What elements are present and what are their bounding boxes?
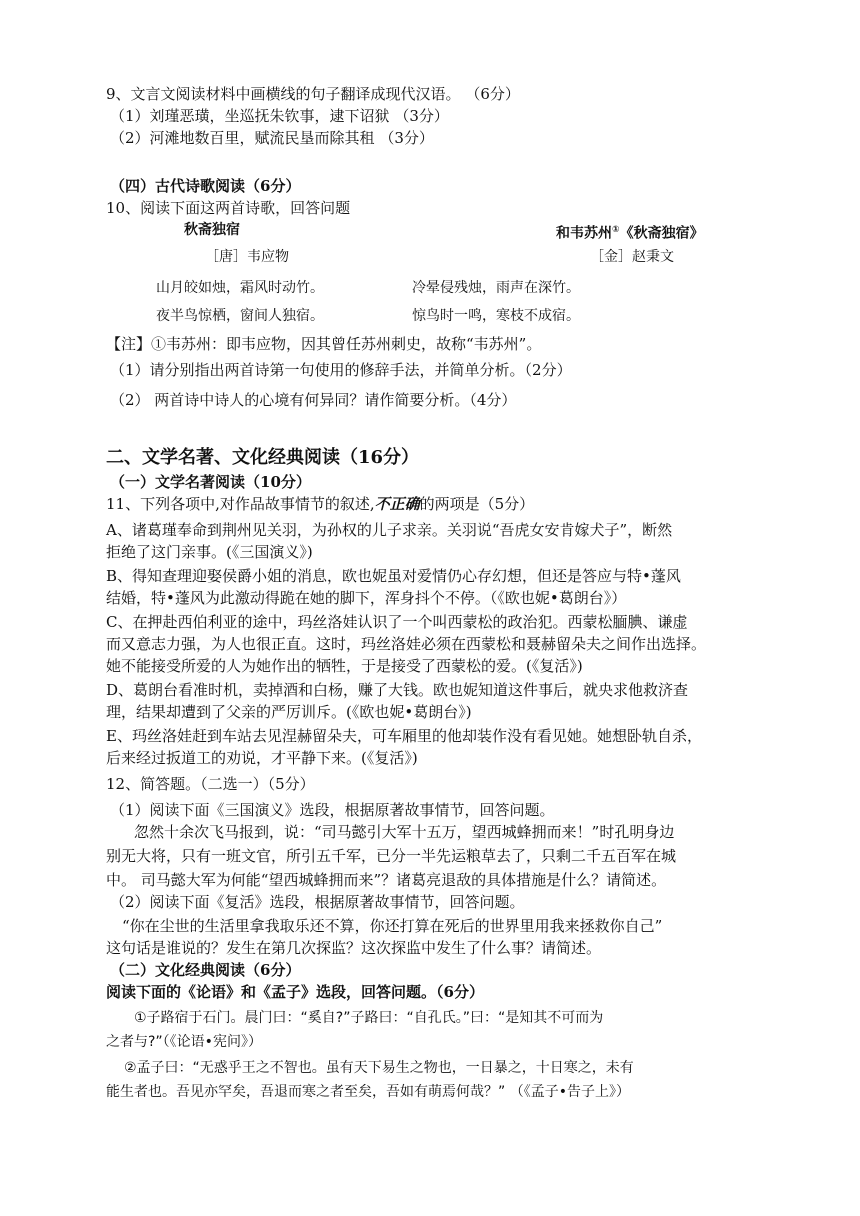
q11-option-e-line-2: 后来经过扳道工的劝说，才平静下来。(《复活》) <box>106 749 418 767</box>
q11-option-b-line-1: B、得知查理迎娶侯爵小姐的消息，欧也妮虽对爱情仍心存幻想，但还是答应与特•蓬风 <box>106 567 681 585</box>
q10-sub-2: （2） 两首诗中诗人的心境有何异同？请作简要分析。（4分） <box>110 391 517 409</box>
q11-option-c-line-3: 她不能接受所爱的人为她作出的牺牲，于是接受了西蒙松的爱。(《复活》) <box>106 657 583 675</box>
q11-title-post: 的两项是（5分） <box>419 495 535 513</box>
q9-sentence-1: （1）刘瑾恶璜，坐巡抚朱钦事，逮下诏狱 （3分） <box>110 107 449 125</box>
classics-lead: 阅读下面的《论语》和《孟子》选段，回答问题。（6分） <box>106 983 484 1001</box>
q12-option-1-text-2: 别无大将，只有一班文官，所引五千军，已分一半先运粮草去了，只剩二千五百军在城 <box>106 847 677 865</box>
poem2-title-post: 《秋斋独宿》 <box>619 225 704 242</box>
mengzi-text-2: 能生者也。吾见亦罕矣，吾退而寒之者至矣，吾如有萌焉何哉？” （《孟子•告子上》） <box>106 1084 630 1100</box>
q11-option-c-line-1: C、在押赴西伯利亚的途中，玛丝洛娃认识了一个叫西蒙松的政治犯。西蒙松腼腆、谦虚 <box>106 613 688 631</box>
poem-note: 【注】①韦苏州：即韦应物，因其曾任苏州刺史，故称“韦苏州”。 <box>106 335 542 353</box>
q12-option-2-text-2: 这句话是谁说的？发生在第几次探监？这次探监中发生了什么事？请简述。 <box>106 939 602 957</box>
q12-option-2-title: （2）阅读下面《复活》选段，根据原著故事情节，回答问题。 <box>110 893 525 911</box>
poem1-line-2: 夜半鸟惊栖，窗间人独宿。 <box>156 308 324 324</box>
poem2-title-pre: 和韦苏州 <box>556 225 612 242</box>
poem2-author: ［金］赵秉文 <box>590 249 674 265</box>
q11-title-pre: 11、下列各项中,对作品故事情节的叙述, <box>106 495 375 513</box>
lunyu-text-1: ①子路宿于石门。晨门曰：“奚自?”子路曰：“自孔氏。”曰：“是知其不可而为 <box>134 1010 604 1026</box>
poem1-title: 秋斋独宿 <box>184 222 240 238</box>
q12-option-2-text-1: “你在尘世的生活里拿我取乐还不算，你还打算在死后的世界里用我来拯救你自己” <box>122 917 663 935</box>
q9-title: 9、文言文阅读材料中画横线的句子翻译成现代汉语。 （6分） <box>106 85 520 103</box>
part-2-title: 二、文学名著、文化经典阅读（16分） <box>106 447 420 468</box>
q12-option-1-text-3: 中。 司马懿大军为何能“望西城蜂拥而来”？诸葛亮退敌的具体措施是什么？请简述。 <box>106 871 667 889</box>
q11-option-c-line-2: 而又意志力强，为人也很正直。这时，玛丝洛娃必须在西蒙松和聂赫留朵夫之间作出选择。 <box>106 635 707 653</box>
q11-option-b-line-2: 结婚，特•蓬风为此激动得跪在她的脚下，浑身抖个不停。（《欧也妮•葛朗台》） <box>106 589 627 607</box>
poem2-title <box>556 220 704 244</box>
q11-option-a-line-2: 拒绝了这门亲事。(《三国演义》) <box>106 543 313 561</box>
section-4-title: （四）古代诗歌阅读（6分） <box>110 177 301 195</box>
q10-sub-1: （1）请分别指出两首诗第一句使用的修辞手法，并简单分析。（2分） <box>110 361 572 379</box>
subsection-1-title: （一）文学名著阅读（10分） <box>110 473 311 491</box>
lunyu-text-2: 之者与?”（《论语•宪问》） <box>106 1034 262 1050</box>
poem2-line-2: 惊鸟时一鸣，寒枝不成宿。 <box>412 308 580 324</box>
mengzi-text-1: ②孟子曰：“无惑乎王之不智也。虽有天下易生之物也，一日暴之，十日寒之，未有 <box>124 1060 634 1076</box>
q12-option-1-title: （1）阅读下面《三国演义》选段，根据原著故事情节，回答问题。 <box>110 801 555 819</box>
q12-title: 12、简答题。（二选一）（5分） <box>106 775 315 793</box>
poem2-note-mark: ① <box>612 225 620 235</box>
q11-emphasis: 不正确 <box>374 495 420 513</box>
poem2-line-1: 冷晕侵残烛，雨声在深竹。 <box>412 280 580 296</box>
q12-option-1-text-1: 忽然十余次飞马报到，说：“司马懿引大军十五万，望西城蜂拥而来！”时孔明身边 <box>134 823 675 841</box>
q11-option-a-line-1: A、诸葛瑾奉命到荆州见关羽，为孙权的儿子求亲。关羽说“吾虎女安肯嫁犬子”，断然 <box>106 521 673 539</box>
poem1-line-1: 山月皎如烛，霜风时动竹。 <box>156 280 324 296</box>
q11-option-e-line-1: E、玛丝洛娃赶到车站去见涅赫留朵夫，可车厢里的他却装作没有看见她。她想卧轨自杀， <box>106 727 702 745</box>
q10-title: 10、阅读下面这两首诗歌，回答问题 <box>106 199 351 217</box>
q11-option-d-line-1: D、葛朗台看准时机，卖掉酒和白杨，赚了大钱。欧也妮知道这件事后，就央求他救济查 <box>106 681 689 699</box>
q11-title <box>106 494 534 514</box>
poem1-author: ［唐］韦应物 <box>205 249 289 265</box>
subsection-2-title: （二）文化经典阅读（6分） <box>110 961 301 979</box>
q11-option-d-line-2: 理，结果却遭到了父亲的严厉训斥。(《欧也妮•葛朗台》) <box>106 703 472 721</box>
q9-sentence-2: （2）河滩地数百里，赋流民垦而除其租 （3分） <box>110 129 434 147</box>
